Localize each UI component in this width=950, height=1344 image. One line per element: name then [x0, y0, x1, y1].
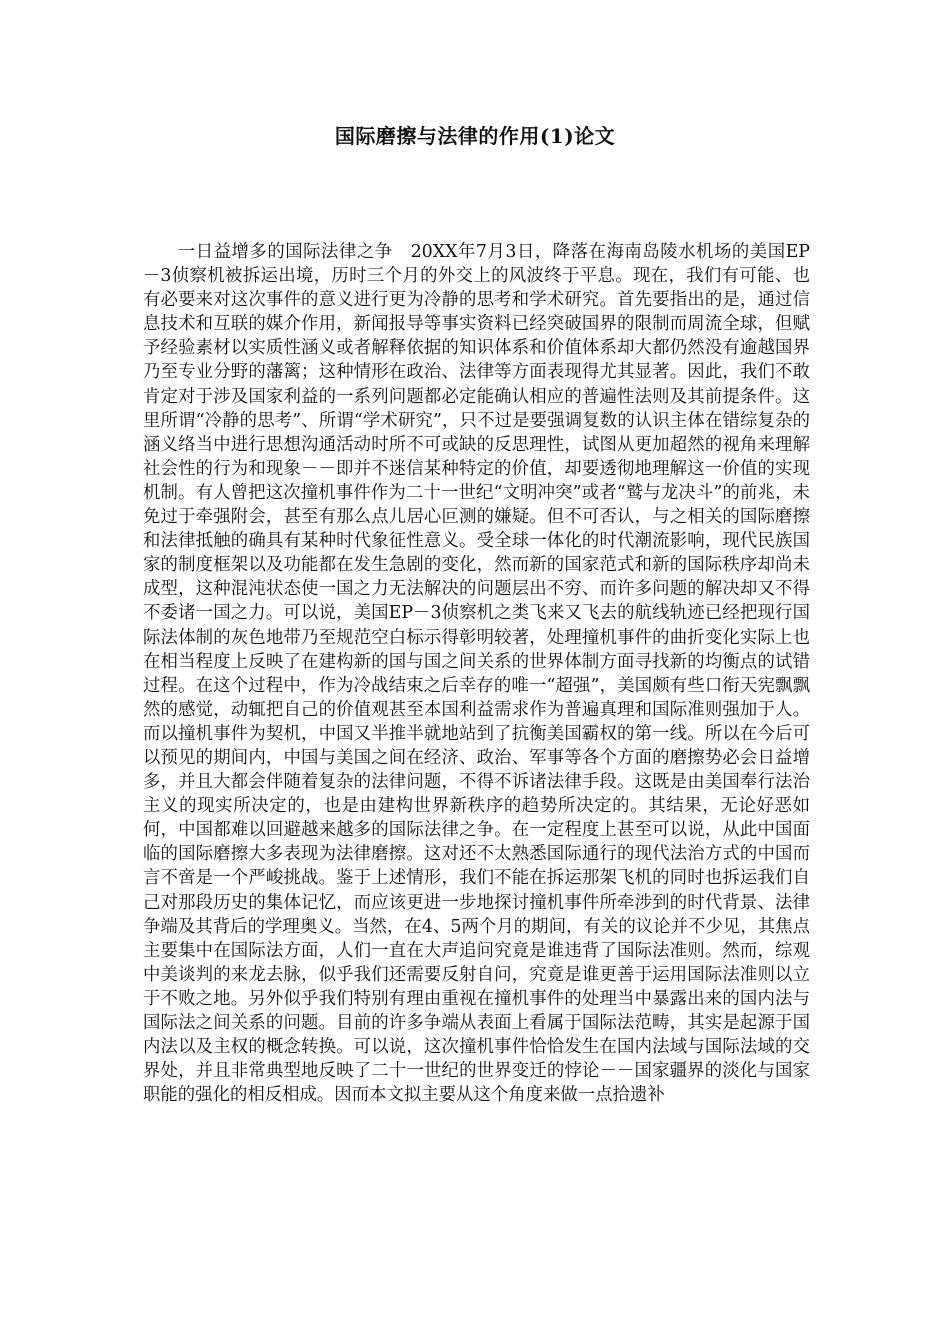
document-body-paragraph: 一日益增多的国际法律之争 20XX年7月3日，降落在海南岛陵水机场的美国EP－3侦察机被拆运出境，历时三个月的外交上的风波终于平息。现在，我们有可能、也有必要来对这次事件的意义进行更为冷静的思考和学术研究。首先要指出的是，通过信息技术和互联的媒介作用，新闻报导等事实资料已经突破国界的限制而周流全球，但赋予经验素材以实质性涵义或者解释依据的知识体系和价值体系却大都仍然没有逾越国界乃至专业分野的藩篱；这种情形在政治、法律等方面表现得尤其显著。因此，我们不敢肯定对于涉及国家利益的一系列问题都必定能确认相应的普遍性法则及其前提条件。这里所谓“冷静的思考”、所谓“学术研究”，只不过是要强调复数的认识主体在错综复杂的涵义络当中进行思想沟通活动时所不可或缺的反思理性，试图从更加超然的视角来理解社会性的行为和现象－－即并不迷信某种特定的价值，却要透彻地理解这一价值的实现机制。有人曾把这次撞机事件作为二十一世纪“文明冲突”或者“鹫与龙决斗”的前兆，未免过于牵强附会，甚至有那么点儿居心叵测的嫌疑。但不可否认，与之相关的国际磨擦和法律抵触的确具有某种时代象征性意义。受全球一体化的时代潮流影响，现代民族国家的制度框架以及功能都在发生急剧的变化，然而新的国家范式和新的国际秩序却尚未成型，这种混沌状态使一国之力无法解决的问题层出不穷、而许多问题的解决却又不得不委诸一国之力。可以说，美国EP－3侦察机之类飞来又飞去的航线轨迹已经把现行国际法体制的灰色地带乃至规范空白标示得彰明较著，处理撞机事件的曲折变化实际上也在相当程度上反映了在建构新的国与国之间关系的世界体制方面寻找新的均衡点的试错过程。在这个过程中，作为冷战结束之后幸存的唯一“超强”，美国颇有些口衔天宪飘飘然的感觉，动辄把自己的价值观甚至本国利益需求作为普遍真理和国际准则强加于人。而以撞机事件为契机，中国又半推半就地站到了抗衡美国霸权的第一线。所以在今后可以预见的期间内，中国与美国之间在经济、政治、军事等各个方面的磨擦势必会日益增多，并且大都会伴随着复杂的法律问题，不得不诉诸法律手段。这既是由美国奉行法治主义的现实所决定的，也是由建构世界新秩序的趋势所决定的。其结果，无论好恶如何，中国都难以回避越来越多的国际法律之争。在一定程度上甚至可以说，从此中国面临的国际磨擦大多表现为法律磨擦。这对还不太熟悉国际通行的现代法治方式的中国而言不啻是一个严峻挑战。鉴于上述情形，我们不能在拆运那架飞机的同时也拆运我们自己对那段历史的集体记忆，而应该更进一步地探讨撞机事件所牵涉到的时代背景、法律争端及其背后的学理奥义。当然，在4、5两个月的期间，有关的议论并不少见，其焦点主要集中在国际法方面，人们一直在大声追问究竟是谁违背了国际法准则。然而，综观中美谈判的来龙去脉，似乎我们还需要反射自问，究竟是谁更善于运用国际法准则以立于不败之地。另外似乎我们特别有理由重视在撞机事件的处理当中暴露出来的国内法与国际法之间关系的问题。目前的许多争端从表面上看属于国际法范畴，其实是起源于国内法以及主权的概念转换。可以说，这次撞机事件恰恰发生在国内法域与国际法域的交界处，并且非常典型地反映了二十一世纪的世界变迁的悖论－－国家疆界的淡化与国家职能的强化的相反相成。因而本文拟主要从这个角度来做一点拾遗补 [143, 242, 810, 1106]
document-title: 国际磨擦与法律的作用(1)论文 [334, 124, 616, 148]
